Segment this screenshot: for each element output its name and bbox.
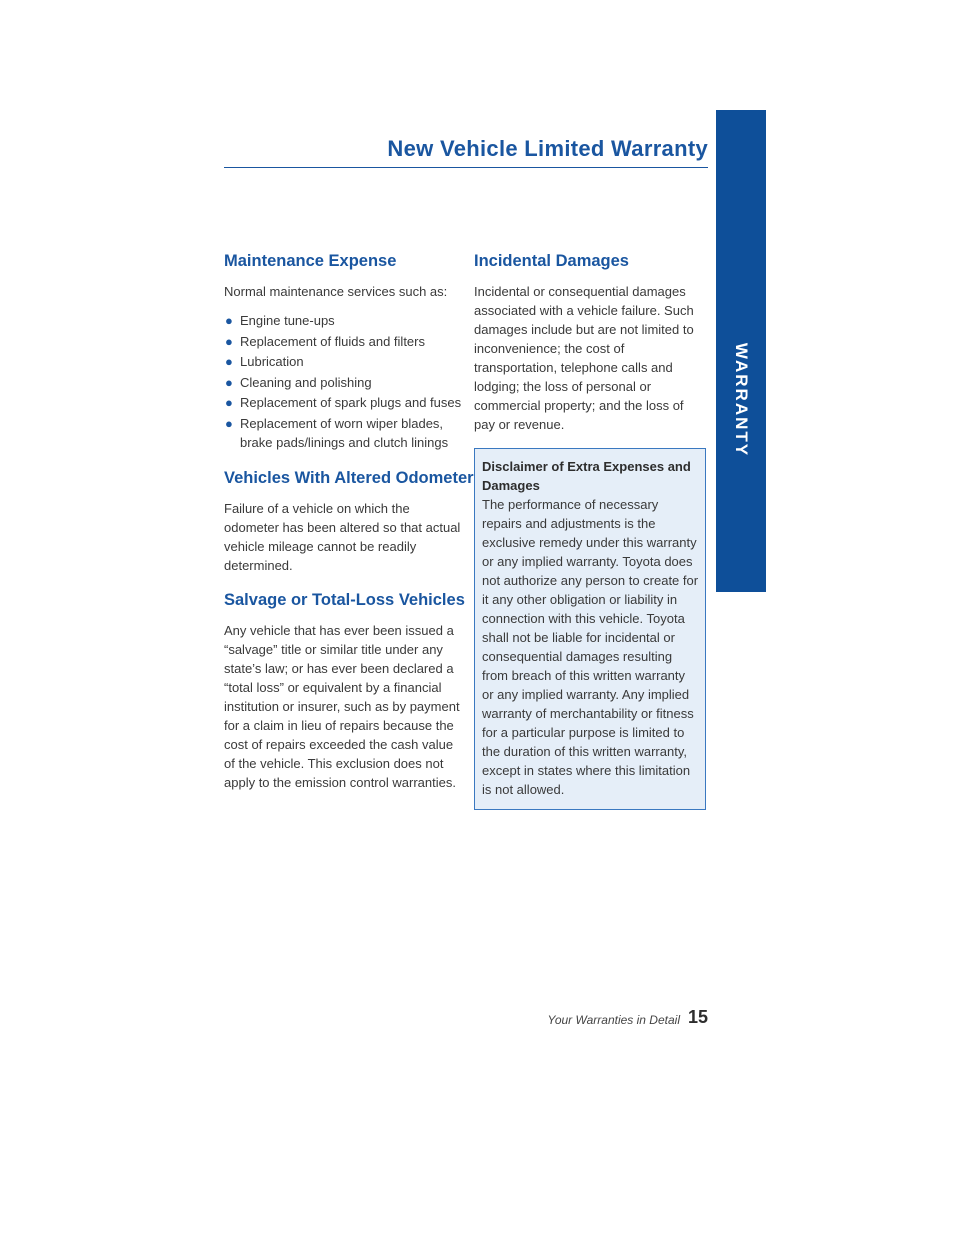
bullet-icon: ● bbox=[225, 395, 233, 410]
maintenance-list bbox=[224, 311, 464, 452]
bullet-icon: ● bbox=[225, 374, 233, 390]
salvage-heading: Salvage or Total-Loss Vehicles bbox=[224, 591, 465, 609]
disclaimer-body: The performance of necessary repairs and adjustments is the exclusive remedy under this warranty or any implied warranty. Toyota does not authorize any person to create for it any other obligation or liability in connection with this vehicle. Toyota shall not be liable for incidental or consequential damages resulting from breach of this written warranty or any implied warranty. Any implied warranty of merchantability or fitness for a particular purpose is limited to the duration of this written warranty, except in states where this limitation is not allowed. bbox=[482, 497, 699, 797]
bullet-icon: ● bbox=[225, 354, 233, 369]
incidental-body: Incidental or consequential damages associated with a vehicle failure. Such damages include but are not limited to inconvenience; the cost of transportation, telephone calls and lodging; the loss of personal or commercial property; and the loss of pay or revenue. bbox=[474, 284, 694, 432]
maintenance-intro: Normal maintenance services such as: bbox=[224, 284, 448, 299]
footer-section-title: Your Warranties in Detail bbox=[547, 1013, 680, 1027]
disclaimer-box bbox=[474, 448, 706, 810]
list-item: ● Replacement of spark plugs and fuses bbox=[225, 395, 462, 410]
odometer-body: Failure of a vehicle on which the odometer has been altered so that actual vehicle mileage cannot be readily determined. bbox=[224, 501, 461, 573]
bullet-icon: ● bbox=[225, 333, 233, 349]
list-item: ● Replacement of fluids and filters bbox=[225, 333, 425, 349]
disclaimer-title: Disclaimer of Extra Expenses and Damages bbox=[482, 459, 691, 493]
list-item: ● Replacement of worn wiper blades, brake pads/linings and clutch linings bbox=[225, 415, 449, 450]
maintenance-heading: Maintenance Expense bbox=[224, 252, 397, 270]
odometer-heading: Vehicles With Altered Odometer bbox=[224, 469, 474, 487]
page-title: New Vehicle Limited Warranty bbox=[387, 136, 708, 161]
left-column bbox=[224, 250, 474, 792]
salvage-body: Any vehicle that has ever been issued a “salvage” title or similar title under any state’s law; or has ever been declared a “total loss” or equivalent by a financial institution or insurer, such as by payment for a claim in lieu of repairs because the cost of repairs exceeded the cash value of the vehicle. This exclusion does not apply to the emission control warranties. bbox=[224, 623, 460, 790]
bullet-icon: ● bbox=[225, 313, 233, 328]
list-item: ● Lubrication bbox=[225, 354, 304, 369]
list-item: ● Engine tune-ups bbox=[225, 313, 335, 328]
section-tab-label: WARRANTY bbox=[732, 342, 751, 458]
list-item: ● Cleaning and polishing bbox=[225, 374, 372, 390]
title-divider bbox=[224, 167, 708, 168]
page-number: 15 bbox=[688, 1007, 709, 1027]
section-tab bbox=[716, 110, 766, 592]
bullet-icon: ● bbox=[225, 415, 233, 431]
right-column bbox=[474, 250, 706, 810]
incidental-heading: Incidental Damages bbox=[474, 252, 629, 270]
